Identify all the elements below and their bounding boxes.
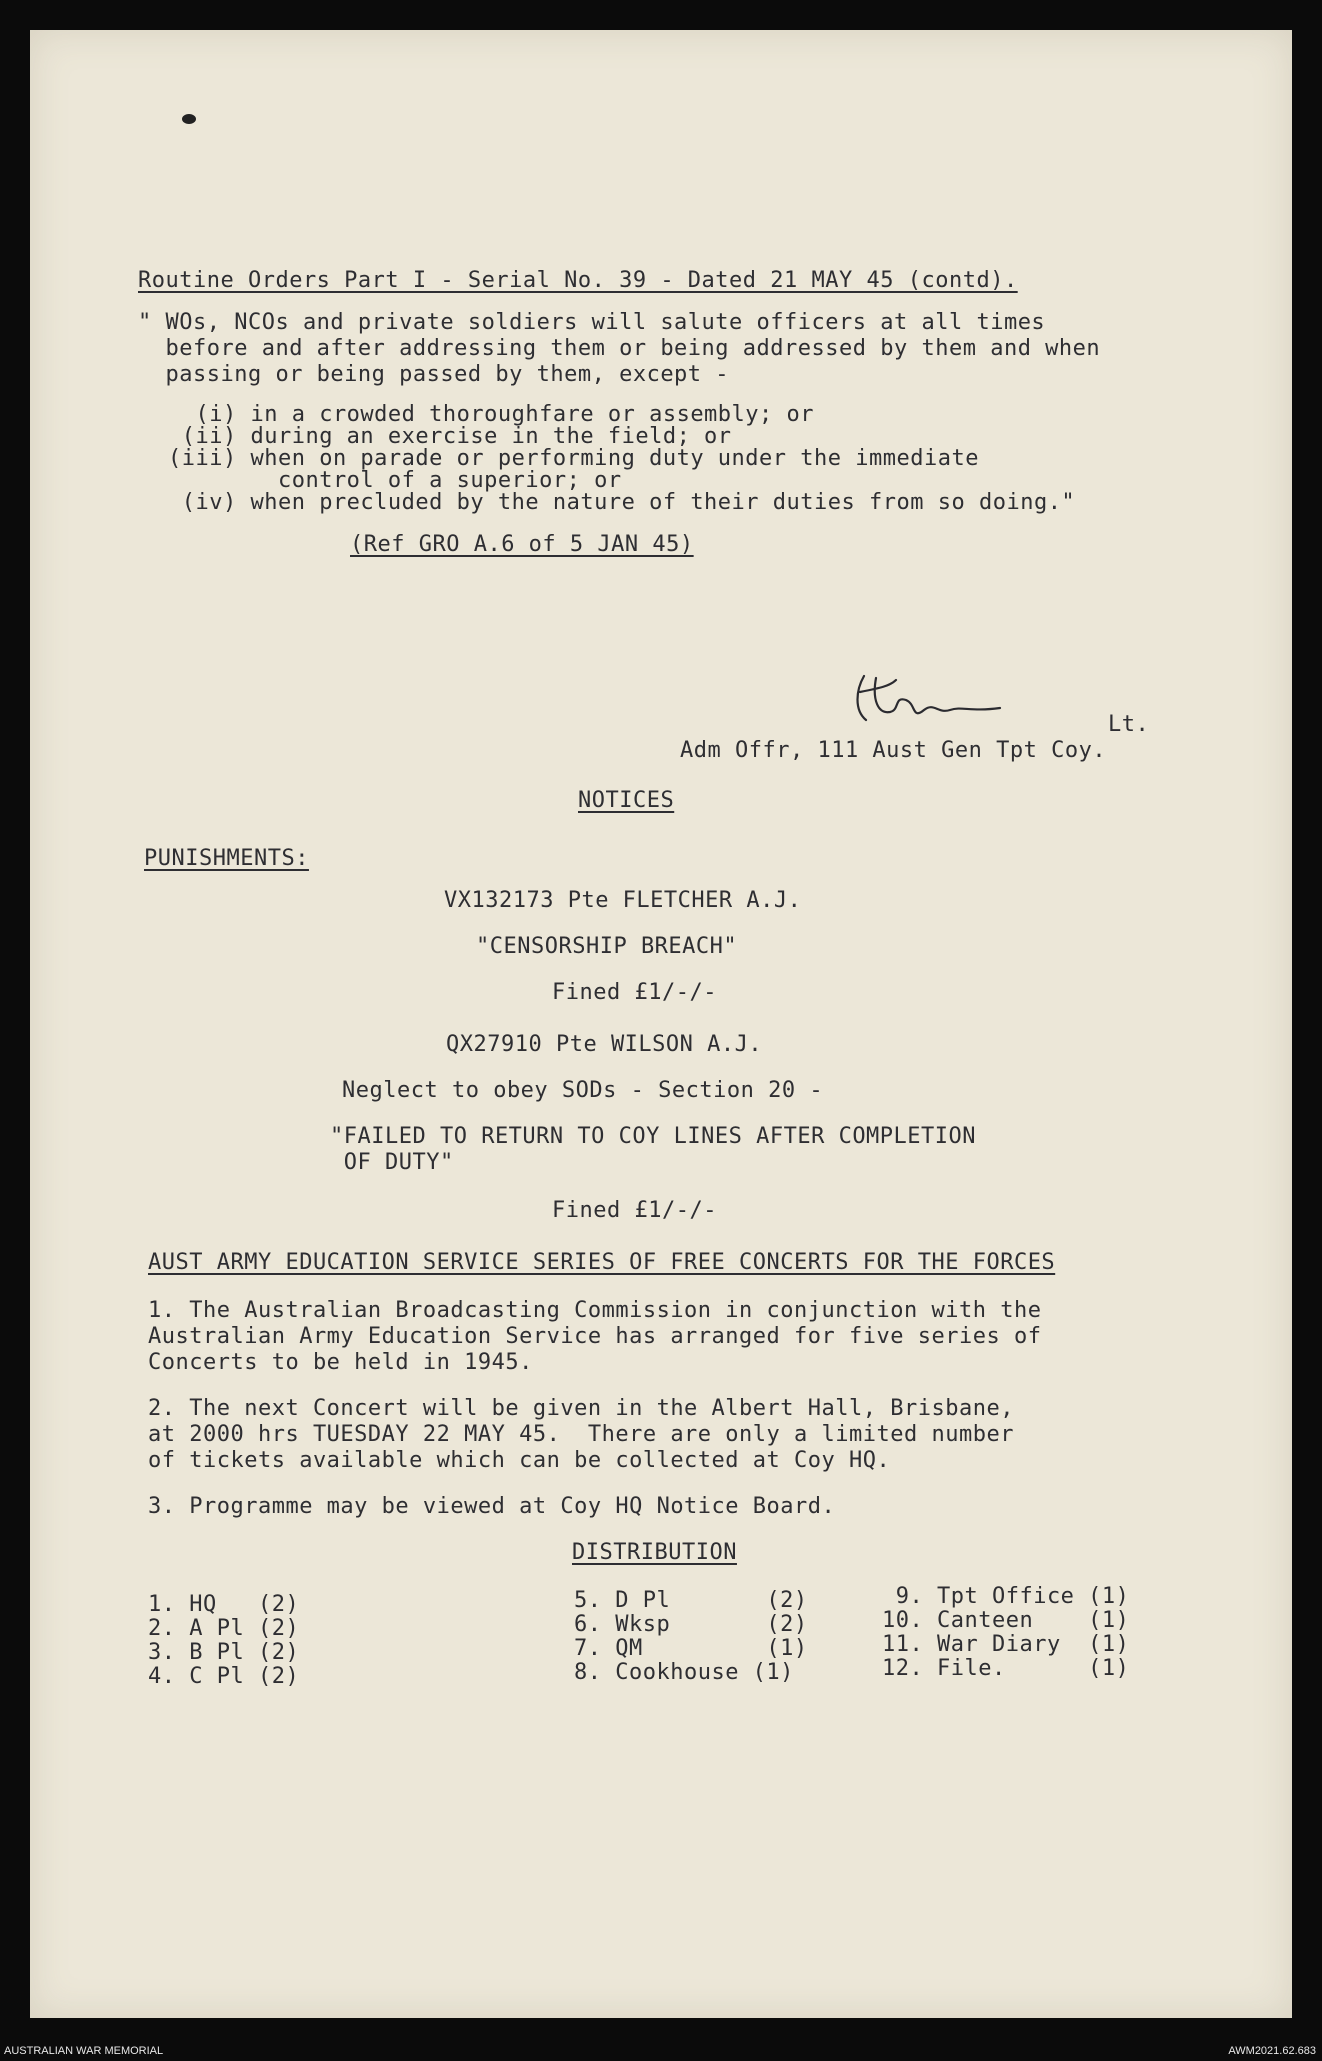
concerts-para3-line1: 3. Programme may be viewed at Coy HQ Notice Board. — [148, 1494, 836, 1519]
notices-heading: NOTICES — [578, 788, 675, 813]
exception-line-4: control of a superior; or — [168, 468, 622, 493]
concerts-para1-line1: 1. The Australian Broadcasting Commission in conjunction with the — [148, 1298, 1042, 1323]
concerts-para2-line3: of tickets available which can be collected at Coy HQ. — [148, 1448, 891, 1473]
signature-rank: Lt. — [1108, 712, 1150, 737]
punishment2-offence-1: "FAILED TO RETURN TO COY LINES AFTER COMPLETION — [330, 1124, 977, 1149]
signature-title: Adm Offr, 111 Aust Gen Tpt Coy. — [680, 738, 1107, 763]
distribution-heading: DISTRIBUTION — [572, 1540, 737, 1565]
distribution-col1-item3: 3. B Pl (2) — [148, 1640, 300, 1665]
concerts-para2-line2: at 2000 hrs TUESDAY 22 MAY 45. There are only a limited number — [148, 1422, 1014, 1447]
distribution-col3-item2: 10. Canteen (1) — [882, 1608, 1130, 1633]
salute-line-3: passing or being passed by them, except - — [138, 362, 730, 387]
distribution-col2-item2: 6. Wksp (2) — [574, 1612, 808, 1637]
concerts-heading: AUST ARMY EDUCATION SERVICE SERIES OF FREE CONCERTS FOR THE FORCES — [148, 1250, 1056, 1275]
distribution-col1-item2: 2. A Pl (2) — [148, 1616, 300, 1641]
distribution-col1-item1: 1. HQ (2) — [148, 1592, 300, 1617]
punishment1-name: VX132173 Pte FLETCHER A.J. — [444, 888, 802, 913]
distribution-col3-item4: 12. File. (1) — [882, 1656, 1130, 1681]
distribution-col2-item1: 5. D Pl (2) — [574, 1588, 808, 1613]
punishment2-offence-2: OF DUTY" — [330, 1150, 454, 1175]
punishment1-offence: "CENSORSHIP BREACH" — [476, 934, 738, 959]
distribution-col3-item3: 11. War Diary (1) — [882, 1632, 1130, 1657]
exception-line-3: (iii) when on parade or performing duty under the immediate — [168, 446, 979, 471]
distribution-col2-item3: 7. QM (1) — [574, 1636, 808, 1661]
document-page — [30, 30, 1292, 2018]
exception-line-1: (i) in a crowded thoroughfare or assembly; or — [168, 402, 815, 427]
distribution-col2-item4: 8. Cookhouse (1) — [574, 1660, 794, 1685]
punishments-heading: PUNISHMENTS: — [144, 846, 309, 871]
header-line: Routine Orders Part I - Serial No. 39 - Dated 21 MAY 45 (contd). — [138, 268, 1018, 293]
exception-line-2: (ii) during an exercise in the field; or — [168, 424, 732, 449]
footer-credit: AUSTRALIAN WAR MEMORIAL — [4, 2045, 164, 2057]
exception-line-5: (iv) when precluded by the nature of their duties from so doing." — [168, 490, 1076, 515]
salute-line-2: before and after addressing them or being addressed by them and when — [138, 336, 1101, 361]
punishment2-name: QX27910 Pte WILSON A.J. — [446, 1032, 763, 1057]
distribution-col3-item1: 9. Tpt Office (1) — [882, 1584, 1130, 1609]
footer-accession-number: AWM2021.62.683 — [1228, 2045, 1316, 2057]
handwritten-signature — [850, 670, 1030, 740]
punishment2-charge: Neglect to obey SODs - Section 20 - — [342, 1078, 824, 1103]
punishment1-fine: Fined £1/-/- — [552, 980, 717, 1005]
concerts-para1-line3: Concerts to be held in 1945. — [148, 1350, 533, 1375]
punishment2-fine: Fined £1/-/- — [552, 1198, 717, 1223]
salute-line-1: " WOs, NCOs and private soldiers will salute officers at all times — [138, 310, 1046, 335]
distribution-col1-item4: 4. C Pl (2) — [148, 1664, 300, 1689]
concerts-para2-line1: 2. The next Concert will be given in the Albert Hall, Brisbane, — [148, 1396, 1014, 1421]
paper-blemish — [182, 114, 196, 124]
concerts-para1-line2: Australian Army Education Service has arranged for five series of — [148, 1324, 1042, 1349]
reference-line: (Ref GRO A.6 of 5 JAN 45) — [350, 532, 694, 557]
